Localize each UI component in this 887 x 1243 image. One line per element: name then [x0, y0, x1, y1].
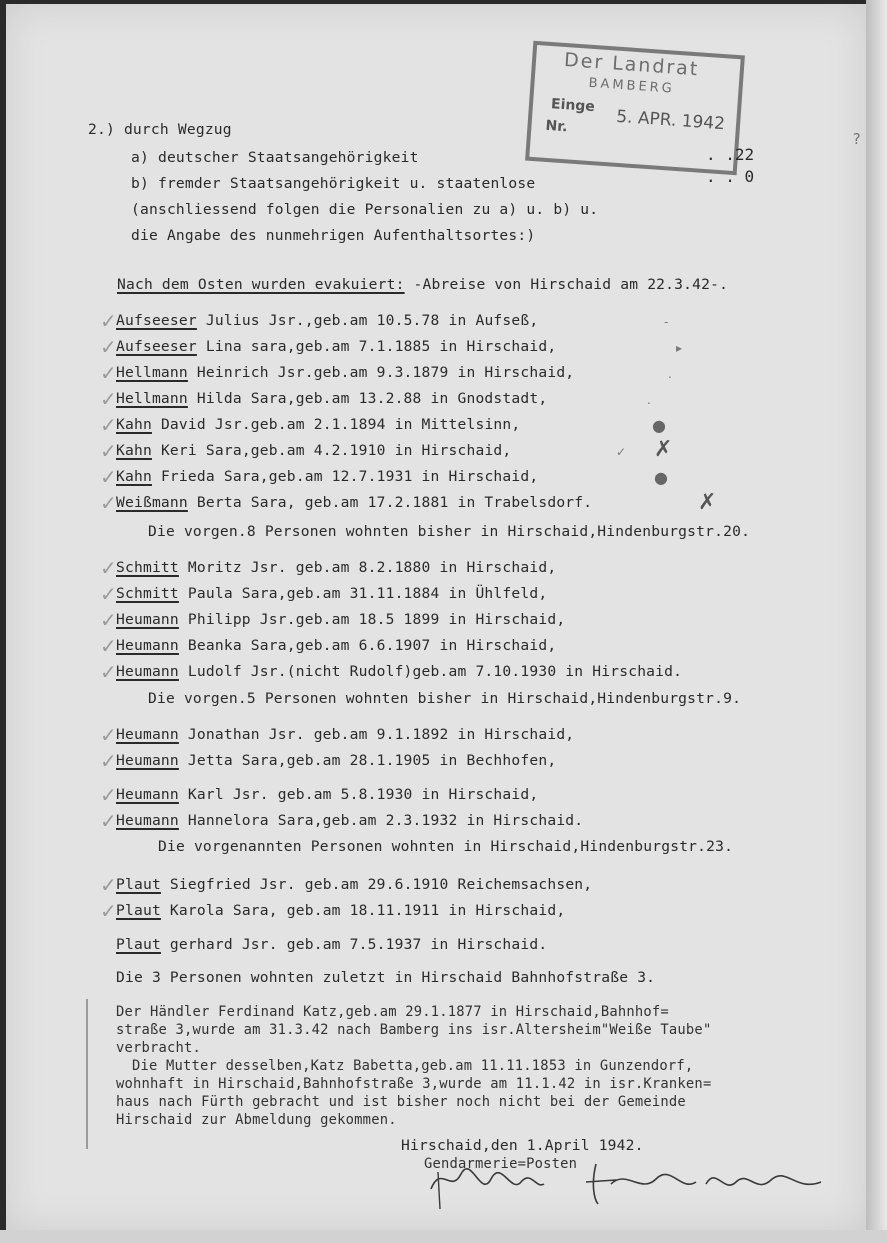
person-details: Julius Jsr.,geb.am 10.5.78 in Aufseß, — [196, 312, 539, 329]
person-row — [116, 752, 556, 769]
place-date: Hirschaid,den 1.April 1942. — [401, 1137, 644, 1154]
person-details: Keri Sara,geb.am 4.2.1910 in Hirschaid, — [151, 442, 512, 459]
person-details: gerhard Jsr. geb.am 7.5.1937 in Hirschaid. — [160, 936, 548, 953]
checkmark-icon: ✓ — [100, 783, 117, 807]
person-surname: Kahn — [116, 442, 152, 459]
person-surname: Plaut — [116, 936, 161, 953]
checkmark-icon: ✓ — [100, 660, 117, 684]
person-details: Frieda Sara,geb.am 12.7.1931 in Hirschaid, — [151, 468, 539, 485]
person-row — [116, 936, 547, 953]
count-b: . . 0 — [706, 167, 755, 186]
person-surname: Schmitt — [116, 559, 179, 576]
checkmark-icon: ✓ — [100, 361, 117, 385]
person-surname: Plaut — [116, 876, 161, 893]
person-row — [116, 338, 556, 355]
person-row — [116, 494, 592, 511]
person-details: Jetta Sara,geb.am 28.1.1905 in Bechhofen, — [178, 752, 557, 769]
person-surname: Aufseeser — [116, 338, 197, 355]
heading-rest: -Abreise von Hirschaid am 22.3.42-. — [404, 276, 729, 293]
person-row — [116, 876, 592, 893]
person-details: Beanka Sara,geb.am 6.6.1907 in Hirschaid, — [178, 637, 557, 654]
person-row — [116, 812, 583, 829]
checkmark-icon: ✓ — [100, 465, 117, 489]
group-summary: Die 3 Personen wohnten zuletzt in Hirschaid Bahnhofstraße 3. — [116, 969, 656, 986]
person-details: Siegfried Jsr. geb.am 29.6.1910 Reichemsachsen, — [160, 876, 593, 893]
tick-mark-icon: . — [668, 367, 672, 381]
person-details: Lina sara,geb.am 7.1.1885 in Hirschaid, — [196, 338, 557, 355]
person-surname: Kahn — [116, 468, 152, 485]
person-surname: Heumann — [116, 726, 179, 743]
person-details: Karl Jsr. geb.am 5.8.1930 in Hirschaid, — [178, 786, 539, 803]
checkmark-icon: ✓ — [100, 413, 117, 437]
person-surname: Kahn — [116, 416, 152, 433]
checkmark-icon: ✓ — [100, 723, 117, 747]
checkmark-icon: ✓ — [100, 608, 117, 632]
person-row — [116, 902, 565, 919]
page-edge-bottom — [0, 1230, 887, 1243]
person-surname: Heumann — [116, 663, 179, 680]
header-line1: 2.) durch Wegzug — [88, 121, 232, 138]
person-surname: Plaut — [116, 902, 161, 919]
note-line7: Hirschaid zur Abmeldung gekommen. — [116, 1112, 397, 1128]
person-surname: Heumann — [116, 752, 179, 769]
blot-mark-icon: ● — [654, 468, 668, 487]
header-line5: die Angabe des nunmehrigen Aufenthaltsortes:) — [131, 227, 536, 244]
cross-mark-icon: ✗ — [654, 437, 673, 462]
person-surname: Hellmann — [116, 364, 188, 381]
person-details: David Jsr.geb.am 2.1.1894 in Mittelsinn, — [151, 416, 521, 433]
person-details: Hilda Sara,geb.am 13.2.88 in Gnodstadt, — [187, 390, 548, 407]
stamp-date: 5. APR. 1942 — [615, 106, 726, 135]
person-details: Heinrich Jsr.geb.am 9.3.1879 in Hirschaid, — [187, 364, 575, 381]
person-details: Berta Sara, geb.am 17.2.1881 in Trabelsdorf. — [187, 494, 593, 511]
checkmark-icon: ✓ — [100, 582, 117, 606]
checkmark-icon: ✓ — [100, 491, 117, 515]
tick-mark-icon: . — [647, 393, 651, 407]
person-row — [116, 585, 547, 602]
note-line4: Die Mutter desselben,Katz Babetta,geb.am 11.11.1853 in Gunzendorf, — [132, 1058, 694, 1074]
checkmark-icon: ✓ — [100, 873, 117, 897]
document-page — [6, 4, 866, 1230]
person-surname: Weißmann — [116, 494, 188, 511]
person-details: Ludolf Jsr.(nicht Rudolf)geb.am 7.10.1930 in Hirschaid. — [178, 663, 683, 680]
person-details: Hannelora Sara,geb.am 2.3.1932 in Hirschaid. — [178, 812, 584, 829]
person-surname: Heumann — [116, 786, 179, 803]
header-line2: a) deutscher Staatsangehörigkeit — [131, 149, 419, 166]
person-details: Karola Sara, geb.am 18.11.1911 in Hirschaid, — [160, 902, 566, 919]
person-row — [116, 726, 574, 743]
person-row — [116, 611, 565, 628]
checkmark-icon: ✓ — [100, 335, 117, 359]
person-surname: Aufseeser — [116, 312, 197, 329]
group-summary: Die vorgenannten Personen wohnten in Hirschaid,Hindenburgstr.23. — [158, 838, 734, 855]
person-row — [116, 312, 538, 329]
checkmark-icon: ✓ — [100, 634, 117, 658]
person-details: Moritz Jsr. geb.am 8.2.1880 in Hirschaid, — [178, 559, 557, 576]
checkmark-icon: ✓ — [100, 556, 117, 580]
header-line3: b) fremder Staatsangehörigkeit u. staatenlose — [131, 175, 536, 192]
person-row — [116, 559, 556, 576]
note-line6: haus nach Fürth gebracht und ist bisher noch nicht bei der Gemeinde — [116, 1094, 686, 1110]
group-summary: Die vorgen.8 Personen wohnten bisher in Hirschaid,Hindenburgstr.20. — [148, 523, 751, 540]
person-surname: Heumann — [116, 611, 179, 628]
handwritten-signature — [426, 1154, 826, 1214]
person-row — [116, 468, 538, 485]
person-row — [116, 442, 511, 459]
cross-mark-icon: ✗ — [698, 490, 717, 515]
margin-question-mark: ? — [852, 130, 862, 148]
person-row — [116, 364, 574, 381]
checkmark-icon: ✓ — [100, 899, 117, 923]
person-surname: Hellmann — [116, 390, 188, 407]
checkmark-icon: ✓ — [100, 309, 117, 333]
stamp-line2: BAMBERG — [588, 75, 676, 97]
office-name: Gendarmerie=Posten — [424, 1156, 578, 1172]
person-row — [116, 786, 538, 803]
person-details: Paula Sara,geb.am 31.11.1884 in Ühlfeld, — [178, 585, 548, 602]
person-surname: Heumann — [116, 637, 179, 654]
stamp-line1: Der Landrat — [563, 48, 701, 81]
stamp-line3: Einge — [550, 96, 596, 116]
heading-underlined: Nach dem Osten wurden evakuiert: — [117, 276, 405, 293]
group-summary: Die vorgen.5 Personen wohnten bisher in Hirschaid,Hindenburgstr.9. — [148, 690, 742, 707]
person-row — [116, 416, 520, 433]
note-line5: wohnhaft in Hirschaid,Bahnhofstraße 3,wurde am 11.1.42 in isr.Kranken= — [116, 1076, 712, 1092]
section-heading — [117, 276, 728, 293]
stamp-number: Nr. — [544, 117, 568, 136]
person-details: Philipp Jsr.geb.am 18.5 1899 in Hirschaid, — [178, 611, 566, 628]
header-line4: (anschliessend folgen die Personalien zu a) u. b) u. — [131, 201, 599, 218]
tick-mark-icon: ‐ — [664, 315, 669, 329]
checkmark-icon: ✓ — [100, 809, 117, 833]
page-edge-right — [866, 0, 887, 1243]
checkmark-icon: ✓ — [100, 387, 117, 411]
note-line2: straße 3,wurde am 31.3.42 nach Bamberg ins isr.Altersheim"Weiße Taube" — [116, 1022, 712, 1038]
blot-mark-icon: ● — [652, 416, 666, 435]
note-line3: verbracht. — [116, 1040, 202, 1056]
checkmark-icon: ✓ — [100, 439, 117, 463]
person-details: Jonathan Jsr. geb.am 9.1.1892 in Hirschaid, — [178, 726, 575, 743]
margin-line — [86, 999, 88, 1149]
person-surname: Heumann — [116, 812, 179, 829]
tick-mark-icon: ✓ — [616, 445, 627, 459]
person-row — [116, 637, 556, 654]
tick-mark-icon: ▸ — [676, 341, 683, 355]
count-a: . .22 — [706, 145, 755, 164]
checkmark-icon: ✓ — [100, 749, 117, 773]
person-row — [116, 390, 547, 407]
person-row — [116, 663, 682, 680]
person-surname: Schmitt — [116, 585, 179, 602]
note-line1: Der Händler Ferdinand Katz,geb.am 29.1.1877 in Hirschaid,Bahnhof= — [116, 1004, 669, 1020]
